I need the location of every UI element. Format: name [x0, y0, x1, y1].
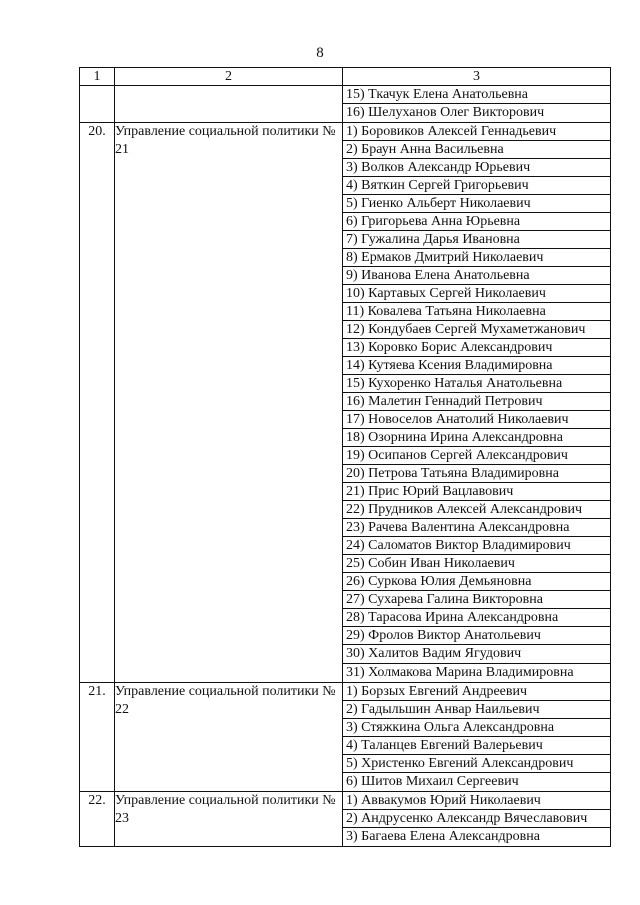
- member-name: 1) Аввакумов Юрий Николаевич: [343, 792, 610, 810]
- member-name: 24) Саломатов Виктор Владимирович: [343, 537, 610, 555]
- table-row: [80, 791, 611, 846]
- table-row: [80, 682, 611, 791]
- appointment-table: [79, 67, 611, 847]
- member-name: 5) Христенко Евгений Александрович: [343, 755, 610, 773]
- member-name: 21) Прис Юрий Вацлавович: [343, 483, 610, 501]
- member-name: 10) Картавых Сергей Николаевич: [343, 285, 610, 303]
- header-col-3: 3: [343, 68, 611, 86]
- member-list: [343, 791, 611, 846]
- member-name: 22) Прудников Алексей Александрович: [343, 501, 610, 519]
- member-name: 23) Рачева Валентина Александровна: [343, 519, 610, 537]
- page-number: 8: [316, 45, 324, 61]
- organization-name: Управление социальной политики № 23: [115, 791, 343, 846]
- organization-name: Управление социальной политики № 21: [115, 123, 343, 682]
- member-name: 28) Тарасова Ирина Александровна: [343, 609, 610, 627]
- member-name: 13) Коровко Борис Александрович: [343, 339, 610, 357]
- member-name: 31) Холмакова Марина Владимировна: [346, 664, 574, 680]
- member-name: 26) Суркова Юлия Демьяновна: [343, 573, 610, 591]
- row-number: 22.: [80, 791, 115, 846]
- table-row: [80, 86, 611, 123]
- member-name: 9) Иванова Елена Анатольевна: [343, 267, 610, 285]
- member-name: 1) Борзых Евгений Андреевич: [343, 683, 610, 701]
- member-name: 20) Петрова Татьяна Владимировна: [343, 465, 610, 483]
- member-name: 12) Кондубаев Сергей Мухаметжанович: [343, 321, 610, 339]
- member-name: 6) Григорьева Анна Юрьевна: [343, 213, 610, 231]
- member-name: 19) Осипанов Сергей Александрович: [343, 447, 610, 465]
- organization-name: [115, 86, 343, 123]
- member-name: 18) Озорнина Ирина Александровна: [343, 429, 610, 447]
- table-body: [80, 86, 611, 847]
- member-name: 25) Собин Иван Николаевич: [343, 555, 610, 573]
- member-name: 15) Кухоренко Наталья Анатольевна: [343, 375, 610, 393]
- member-name: 16) Малетин Геннадий Петрович: [343, 393, 610, 411]
- member-name: 2) Браун Анна Васильевна: [343, 141, 610, 159]
- member-name: 30) Халитов Вадим Ягудович: [343, 645, 610, 663]
- member-name: 16) Шелуханов Олег Викторович: [346, 105, 545, 121]
- member-list: [343, 123, 611, 682]
- member-name: 14) Кутяева Ксения Владимировна: [343, 357, 610, 375]
- header-col-2: 2: [115, 68, 343, 86]
- member-name: 11) Ковалева Татьяна Николаевна: [343, 303, 610, 321]
- member-list: [343, 86, 611, 123]
- row-number: 21.: [80, 682, 115, 791]
- member-name: 2) Андрусенко Александр Вячеславович: [343, 810, 610, 828]
- member-name: 3) Волков Александр Юрьевич: [343, 159, 610, 177]
- member-name: 7) Гужалина Дарья Ивановна: [343, 231, 610, 249]
- member-name: 27) Сухарева Галина Викторовна: [343, 591, 610, 609]
- member-name: 15) Ткачук Елена Анатольевна: [343, 86, 610, 104]
- member-name: 2) Гадыльшин Анвар Наильевич: [343, 701, 610, 719]
- member-name: 1) Боровиков Алексей Геннадьевич: [343, 123, 610, 141]
- row-number: 20.: [80, 123, 115, 682]
- member-name: 5) Гиенко Альберт Николаевич: [343, 195, 610, 213]
- member-name: 4) Таланцев Евгений Валерьевич: [343, 737, 610, 755]
- member-name: 29) Фролов Виктор Анатольевич: [343, 627, 610, 645]
- row-number: [80, 86, 115, 123]
- member-name: 4) Вяткин Сергей Григорьевич: [343, 177, 610, 195]
- header-col-1: 1: [80, 68, 115, 86]
- member-list: [343, 682, 611, 791]
- table-header-row: [80, 68, 611, 86]
- table-row: [80, 123, 611, 682]
- organization-name: Управление социальной политики № 22: [115, 682, 343, 791]
- member-name: 17) Новоселов Анатолий Николаевич: [343, 411, 610, 429]
- member-name: 8) Ермаков Дмитрий Николаевич: [343, 249, 610, 267]
- member-name: 6) Шитов Михаил Сергеевич: [346, 773, 519, 789]
- member-name: 3) Стяжкина Ольга Александровна: [343, 719, 610, 737]
- member-name: 3) Багаева Елена Александровна: [346, 828, 540, 844]
